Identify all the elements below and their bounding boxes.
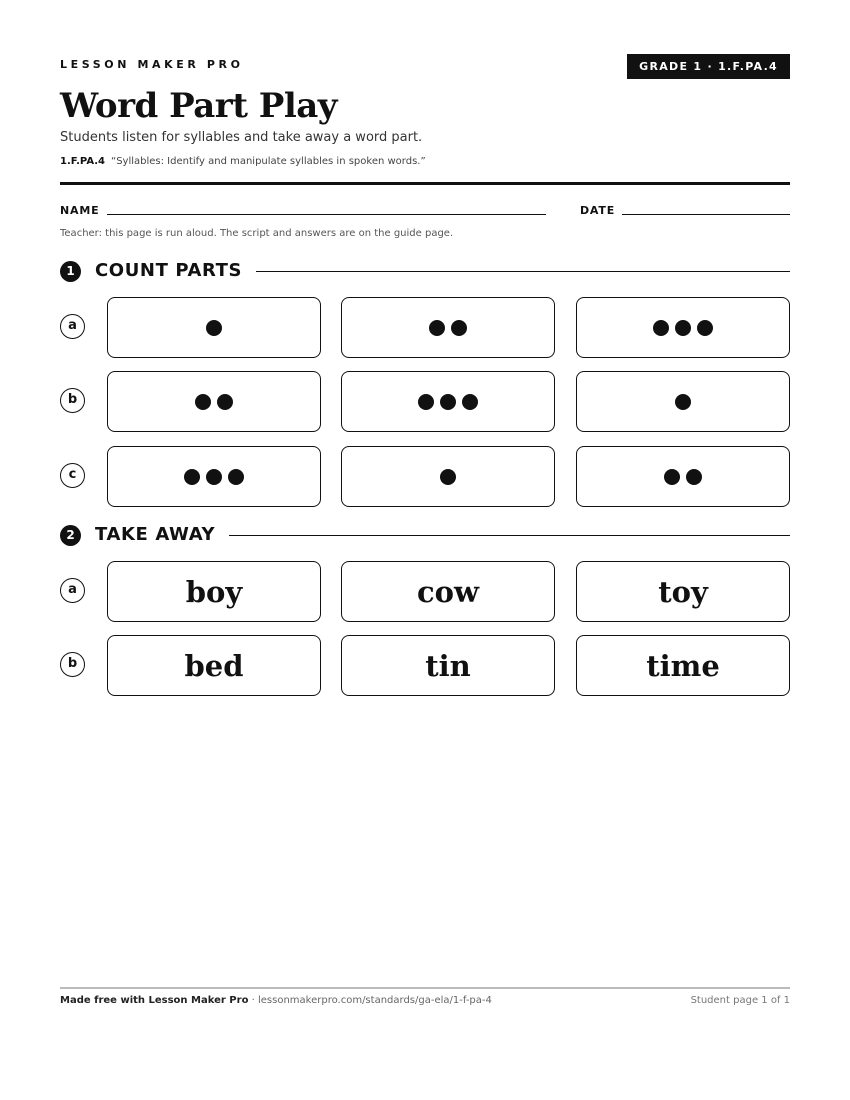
- row-letter: b: [60, 652, 85, 677]
- section-number: 2: [60, 525, 81, 546]
- section-number: 1: [60, 261, 81, 282]
- word-card[interactable]: [341, 561, 555, 622]
- syllable-dot: [675, 394, 691, 410]
- syllable-card[interactable]: [576, 446, 790, 507]
- section-title: COUNT PARTS: [95, 259, 256, 283]
- page-subtitle: Students listen for syllables and take away a word part.: [60, 130, 423, 145]
- syllable-dot: [217, 394, 233, 410]
- syllable-card[interactable]: [341, 297, 555, 358]
- syllable-card[interactable]: [107, 297, 321, 358]
- footer-credit: [60, 995, 492, 1006]
- syllable-card[interactable]: [341, 446, 555, 507]
- word-card[interactable]: [576, 635, 790, 696]
- syllable-card[interactable]: [107, 371, 321, 432]
- count-row: [60, 446, 790, 508]
- page-title: Word Part Play: [60, 86, 338, 126]
- header-divider: [60, 182, 790, 185]
- teacher-note: Teacher: this page is run aloud. The script and answers are on the guide page.: [60, 228, 454, 239]
- word-card[interactable]: [107, 561, 321, 622]
- word-text: cow: [417, 574, 479, 609]
- count-row: [60, 297, 790, 359]
- standard-line: [60, 156, 426, 167]
- row-letter: c: [60, 463, 85, 488]
- word-text: tin: [425, 648, 471, 683]
- word-text: time: [646, 648, 720, 683]
- syllable-dot: [184, 469, 200, 485]
- date-label: DATE: [580, 204, 616, 217]
- standard-text: “Syllables: Identify and manipulate syllables in spoken words.”: [111, 156, 426, 167]
- brand-name: LESSON MAKER PRO: [60, 58, 244, 71]
- syllable-dot: [228, 469, 244, 485]
- take-away-row: [60, 635, 790, 697]
- syllable-dot: [418, 394, 434, 410]
- word-text: boy: [185, 574, 243, 609]
- row-letter: a: [60, 578, 85, 603]
- word-text: bed: [184, 648, 244, 683]
- syllable-card[interactable]: [341, 371, 555, 432]
- syllable-dot: [440, 394, 456, 410]
- name-field-line[interactable]: [107, 214, 546, 215]
- syllable-card[interactable]: [576, 371, 790, 432]
- footer-url: · lessonmakerpro.com/standards/ga-ela/1-f-pa-4: [248, 995, 492, 1006]
- syllable-card[interactable]: [107, 446, 321, 507]
- syllable-dot: [697, 320, 713, 336]
- syllable-dot: [206, 320, 222, 336]
- name-label: NAME: [60, 204, 100, 217]
- syllable-dot: [653, 320, 669, 336]
- take-away-row: [60, 561, 790, 623]
- footer-made-with: Made free with Lesson Maker Pro: [60, 995, 249, 1006]
- word-text: toy: [658, 574, 708, 609]
- row-letter: b: [60, 388, 85, 413]
- syllable-dot: [451, 320, 467, 336]
- syllable-dot: [675, 320, 691, 336]
- grade-badge: GRADE 1 · 1.F.PA.4: [627, 54, 790, 79]
- section-take-away-header: [60, 523, 790, 547]
- syllable-dot: [686, 469, 702, 485]
- syllable-card[interactable]: [576, 297, 790, 358]
- word-card[interactable]: [576, 561, 790, 622]
- syllable-dot: [462, 394, 478, 410]
- syllable-dot: [664, 469, 680, 485]
- section-title: TAKE AWAY: [95, 523, 229, 547]
- word-card[interactable]: [341, 635, 555, 696]
- syllable-dot: [429, 320, 445, 336]
- syllable-dot: [440, 469, 456, 485]
- section-count-parts-header: [60, 259, 790, 283]
- syllable-dot: [206, 469, 222, 485]
- date-field-line[interactable]: [622, 214, 790, 215]
- word-card[interactable]: [107, 635, 321, 696]
- row-letter: a: [60, 314, 85, 339]
- syllable-dot: [195, 394, 211, 410]
- standard-code: 1.F.PA.4: [60, 156, 106, 167]
- footer-divider: [60, 987, 790, 989]
- footer-page-label: Student page 1 of 1: [690, 995, 790, 1006]
- count-row: [60, 371, 790, 433]
